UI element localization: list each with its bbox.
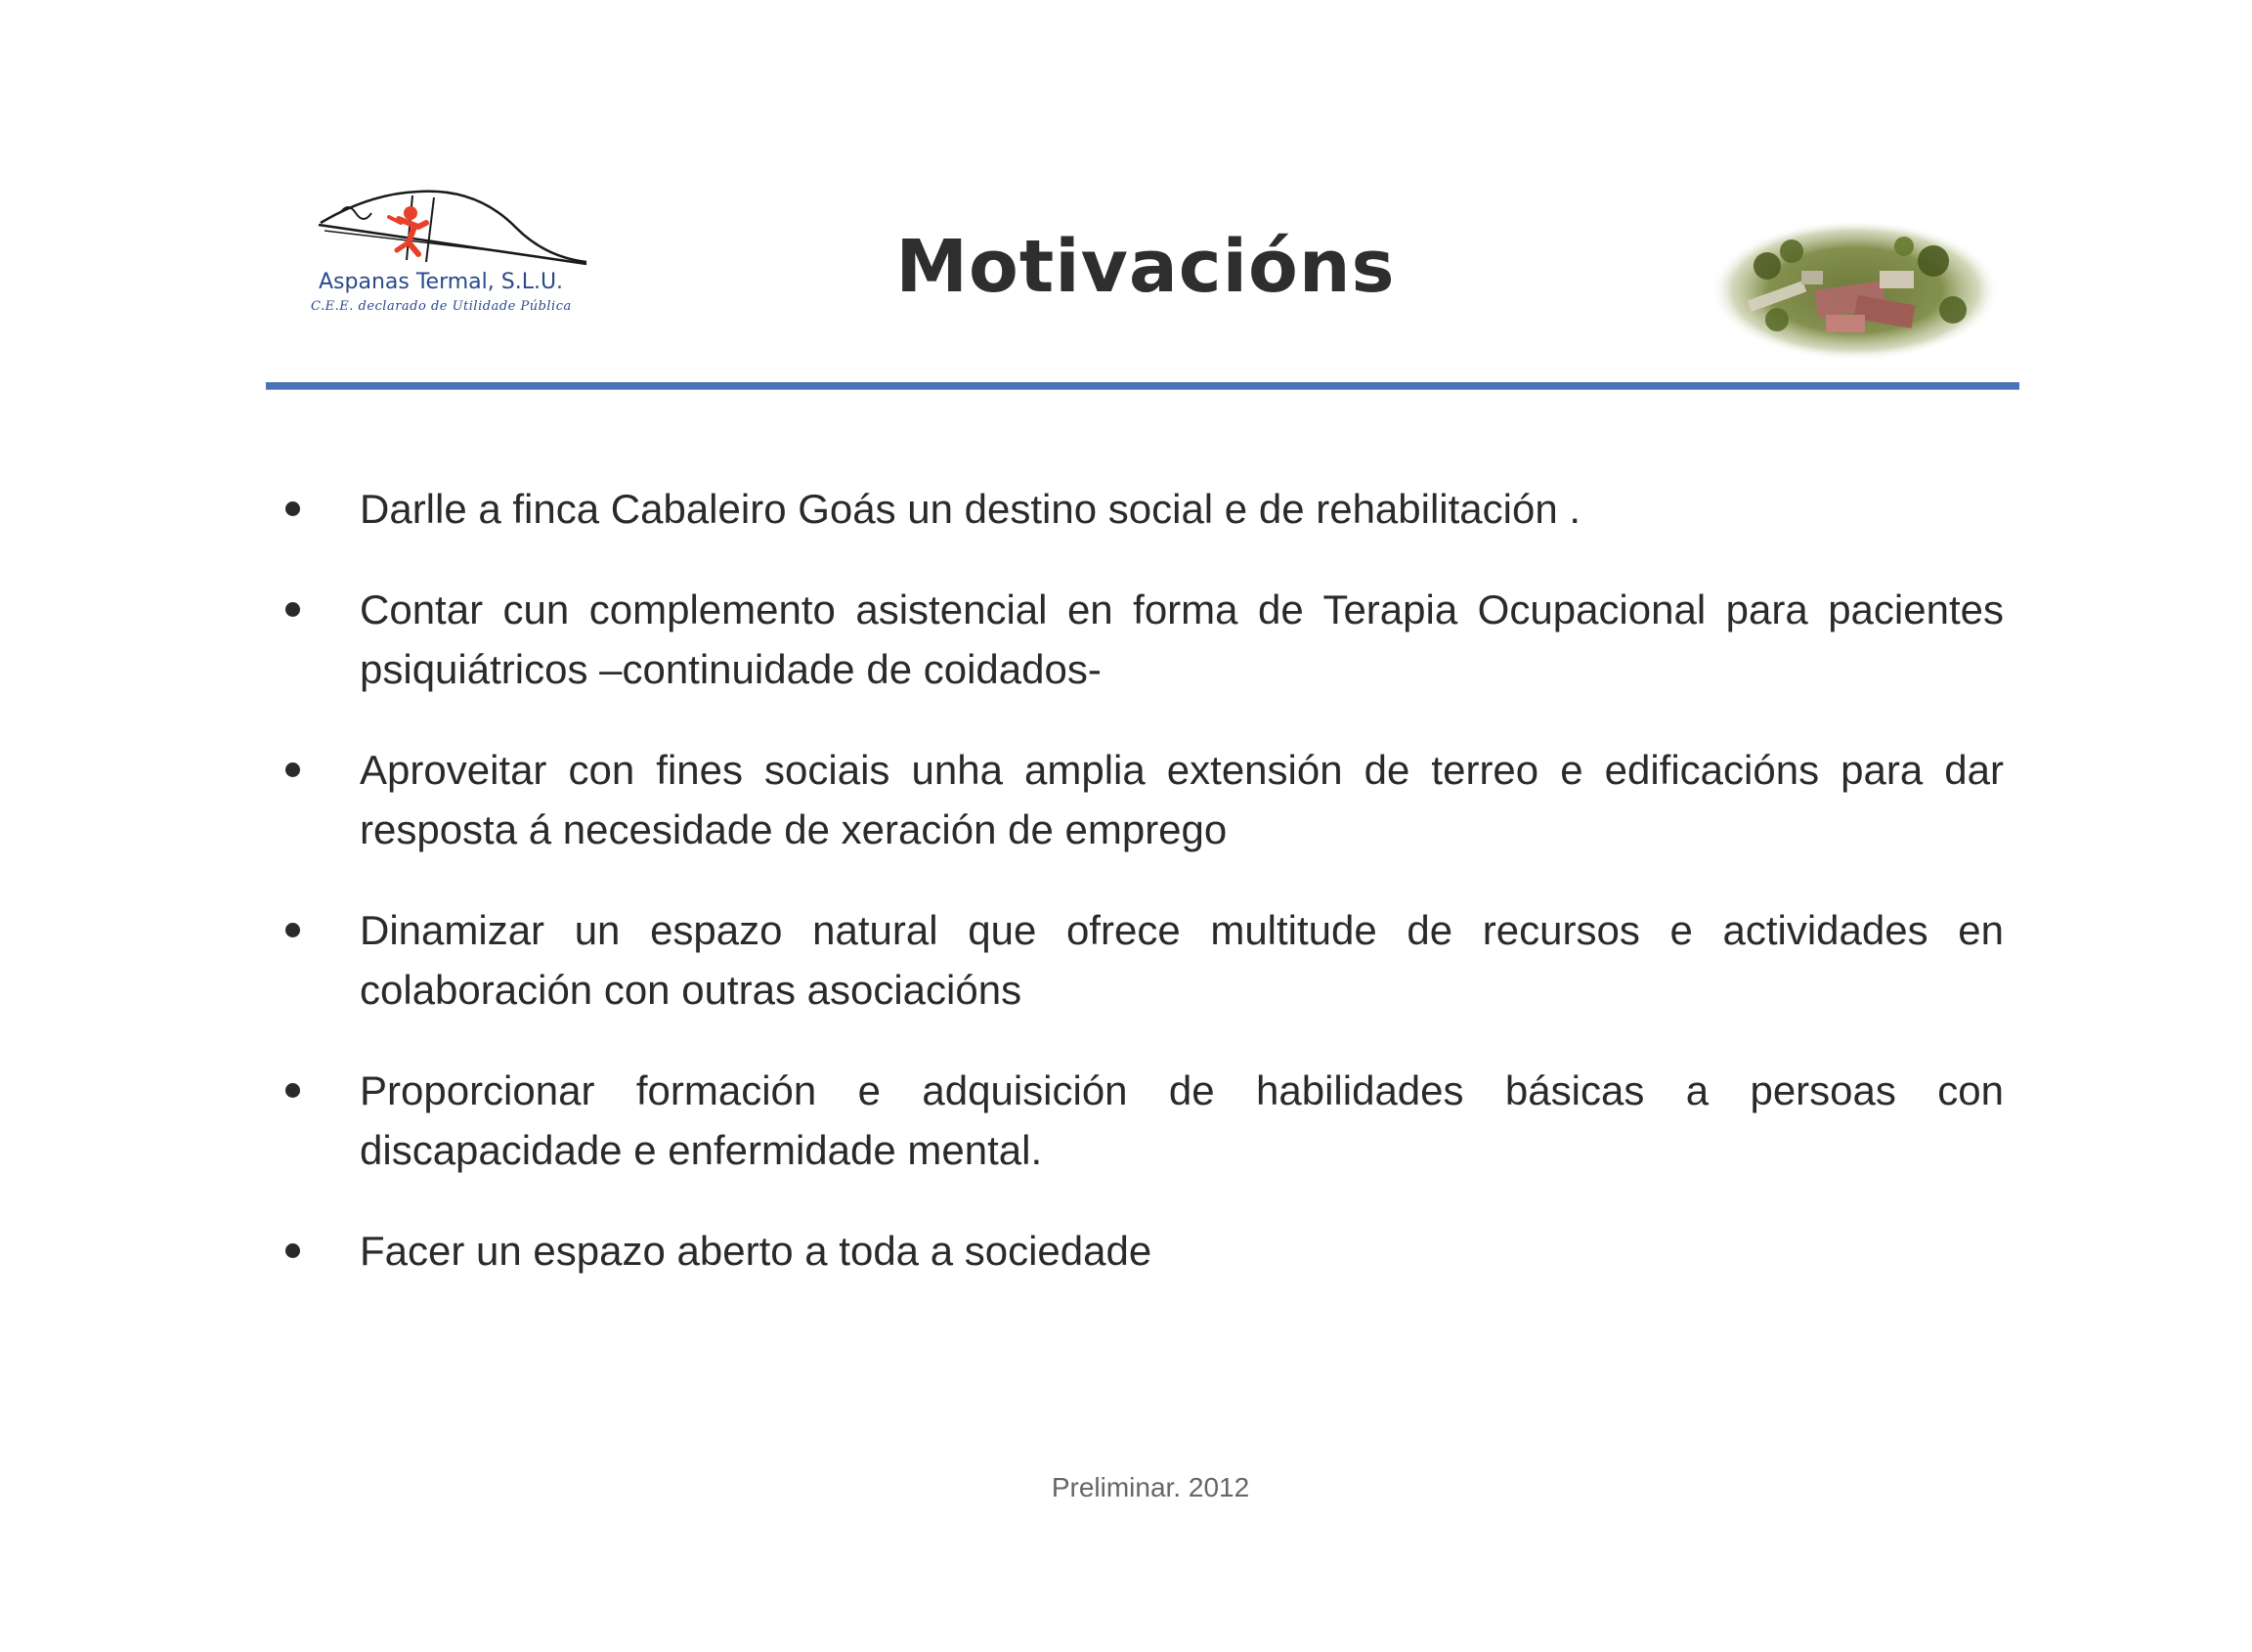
logo-name: Aspanas Termal, S.L.U.: [319, 270, 564, 294]
motivations-list: [283, 479, 2004, 1322]
list-item: [283, 1061, 2004, 1180]
bullet-dot-icon: [285, 1083, 300, 1098]
footer-note: Preliminar. 2012: [1051, 1472, 1250, 1502]
bullet-dot-icon: [285, 923, 300, 937]
header-divider: [266, 382, 2019, 389]
list-item: [283, 1221, 2004, 1281]
aerial-photo: [1709, 217, 2002, 364]
bullet-text: Dinamizar un espazo natural que ofrece multitude de recursos e actividades en colaboración con outras asociacións: [360, 907, 2004, 1013]
bullet-text: Facer un espazo aberto a toda a sociedade: [360, 1228, 1152, 1274]
aerial-photo-icon: [1709, 217, 2002, 364]
bullet-text: Aproveitar con fines sociais unha amplia extensión de terreo e edificacións para dar resposta á necesidade de xeración de emprego: [360, 747, 2004, 852]
page-title: Motivacións: [895, 225, 1396, 309]
bullet-dot-icon: [285, 501, 300, 516]
bullet-dot-icon: [285, 1243, 300, 1258]
bullet-text: Proporcionar formación e adquisición de habilidades básicas a persoas con discapacidade e enfermidade mental.: [360, 1067, 2004, 1173]
bullet-text: Darlle a finca Cabaleiro Goás un destino social e de rehabilitación .: [360, 486, 1581, 532]
bullet-dot-icon: [285, 762, 300, 777]
list-item: [283, 479, 2004, 539]
list-item: [283, 740, 2004, 859]
bullet-text: Contar cun complemento asistencial en forma de Terapia Ocupacional para pacientes psiquiátricos –continuidade de coidados-: [360, 587, 2004, 692]
list-item: [283, 580, 2004, 699]
bullet-dot-icon: [285, 602, 300, 617]
logo-subtitle: C.E.E. declarado de Utilidade Pública: [311, 299, 572, 314]
list-item: [283, 900, 2004, 1020]
